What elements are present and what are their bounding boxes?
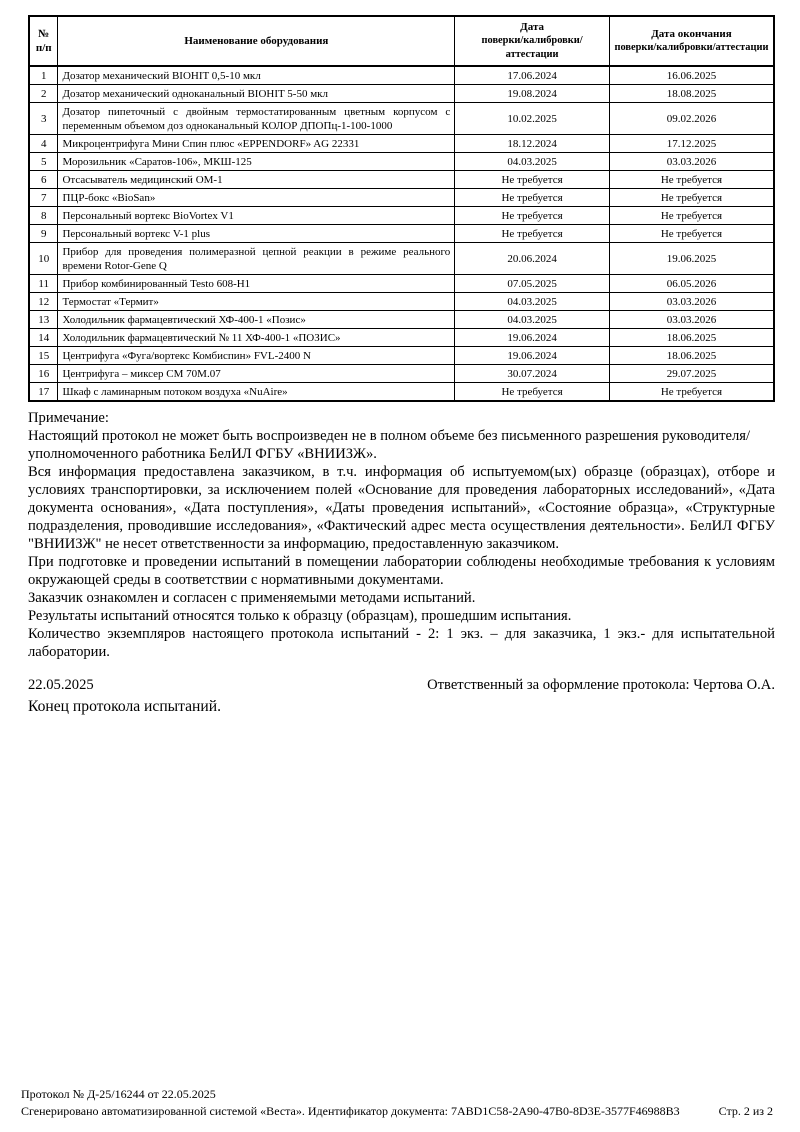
- table-row: [29, 383, 774, 402]
- cell-date-start: 19.08.2024: [455, 85, 610, 103]
- equipment-table-header: [29, 16, 774, 66]
- cell-num: 4: [29, 135, 58, 153]
- table-row: [29, 171, 774, 189]
- notes-paragraph: Вся информация предоставлена заказчиком, в т.ч. информация об испытуемом(ых) образце (образцах), отборе и условиях транспортировки, за исключением полей «Основание для проведения лабораторных исследований», «Дата документа основания», «Дата поступления», «Даты проведения испытаний», «Состояние образца», «Структурные подразделения, проводившие исследования», «Фактический адрес места осуществления деятельности». БелИЛ ФГБУ "ВНИИЗЖ" не несет ответственности за информацию, предоставленную заказчиком.: [28, 464, 775, 552]
- col-header-date-end-line1: Дата окончания: [651, 28, 732, 40]
- signoff-date: 22.05.2025: [28, 677, 94, 693]
- table-row: [29, 153, 774, 171]
- equipment-table: [28, 15, 775, 402]
- cell-name: Прибор комбинированный Testo 608-H1: [58, 275, 455, 293]
- cell-date-start: Не требуется: [455, 207, 610, 225]
- cell-name: Дозатор пипеточный с двойным термостатированным цветным корпусом с переменным объемом доз одноканальный КОЛОР ДПОПц-1-100-1000: [58, 103, 455, 135]
- signoff-responsible: Ответственный за оформление протокола: Чертова О.А.: [427, 677, 775, 693]
- cell-date-start: 19.06.2024: [455, 347, 610, 365]
- cell-name: Центрифуга «Фуга/вортекс Комбиспин» FVL-2400 N: [58, 347, 455, 365]
- cell-date-end: 29.07.2025: [609, 365, 774, 383]
- notes-paragraph: Заказчик ознакомлен и согласен с применяемыми методами испытаний.: [28, 590, 476, 606]
- cell-name: Дозатор механический одноканальный BIOHIT 5-50 мкл: [58, 85, 455, 103]
- cell-date-start: 04.03.2025: [455, 153, 610, 171]
- cell-name: Шкаф с ламинарным потоком воздуха «NuAire»: [58, 383, 455, 402]
- cell-num: 11: [29, 275, 58, 293]
- cell-date-start: 04.03.2025: [455, 293, 610, 311]
- cell-date-start: Не требуется: [455, 225, 610, 243]
- table-row: [29, 66, 774, 85]
- notes-paragraphs: [28, 427, 775, 661]
- cell-num: 13: [29, 311, 58, 329]
- cell-date-end: 18.08.2025: [609, 85, 774, 103]
- table-row: [29, 225, 774, 243]
- cell-name: Холодильник фармацевтический ХФ-400-1 «Позис»: [58, 311, 455, 329]
- cell-num: 12: [29, 293, 58, 311]
- cell-date-start: 18.12.2024: [455, 135, 610, 153]
- cell-date-end: 09.02.2026: [609, 103, 774, 135]
- notes-paragraph: При подготовке и проведении испытаний в помещении лаборатории соблюдены необходимые требования к условиям окружающей среды в соответствии с нормативными документами.: [28, 554, 775, 588]
- cell-date-end: 17.12.2025: [609, 135, 774, 153]
- cell-date-end: 03.03.2026: [609, 153, 774, 171]
- table-row: [29, 85, 774, 103]
- cell-date-start: Не требуется: [455, 171, 610, 189]
- cell-date-end: 06.05.2026: [609, 275, 774, 293]
- cell-date-end: Не требуется: [609, 171, 774, 189]
- table-row: [29, 311, 774, 329]
- cell-name: Дозатор механический BIOHIT 0,5-10 мкл: [58, 66, 455, 85]
- table-row: [29, 243, 774, 275]
- notes-paragraph: Результаты испытаний относятся только к образцу (образцам), прошедшим испытания.: [28, 608, 572, 624]
- cell-name: Термостат «Термит»: [58, 293, 455, 311]
- table-row: [29, 293, 774, 311]
- equipment-table-body: [29, 66, 774, 401]
- cell-name: Центрифуга – миксер СМ 70М.07: [58, 365, 455, 383]
- cell-date-start: 07.05.2025: [455, 275, 610, 293]
- cell-date-end: Не требуется: [609, 225, 774, 243]
- notes-section: [28, 409, 775, 661]
- cell-name: Микроцентрифуга Мини Спин плюс «EPPENDORF» AG 22331: [58, 135, 455, 153]
- table-row: [29, 189, 774, 207]
- footer-page-indicator: Стр. 2 из 2: [718, 1104, 773, 1118]
- cell-num: 9: [29, 225, 58, 243]
- cell-date-start: 04.03.2025: [455, 311, 610, 329]
- cell-date-start: 10.02.2025: [455, 103, 610, 135]
- cell-date-start: 17.06.2024: [455, 66, 610, 85]
- cell-date-end: 18.06.2025: [609, 347, 774, 365]
- table-row: [29, 135, 774, 153]
- table-row: [29, 103, 774, 135]
- table-row: [29, 365, 774, 383]
- cell-num: 17: [29, 383, 58, 402]
- cell-date-end: Не требуется: [609, 383, 774, 402]
- cell-date-end: Не требуется: [609, 189, 774, 207]
- col-header-date-end: [609, 16, 774, 66]
- document-content: [28, 15, 775, 717]
- cell-date-start: 20.06.2024: [455, 243, 610, 275]
- cell-name: ПЦР-бокс «BioSan»: [58, 189, 455, 207]
- cell-name: Прибор для проведения полимеразной цепной реакции в режиме реального времени Rotor-Gene Q: [58, 243, 455, 275]
- cell-num: 3: [29, 103, 58, 135]
- notes-title: Примечание:: [28, 410, 109, 426]
- cell-num: 5: [29, 153, 58, 171]
- cell-num: 14: [29, 329, 58, 347]
- cell-num: 10: [29, 243, 58, 275]
- col-header-name: Наименование оборудования: [58, 16, 455, 66]
- notes-paragraph: Количество экземпляров настоящего протокола испытаний - 2: 1 экз. – для заказчика, 1 экз.- для испытательной лаборатории.: [28, 626, 775, 660]
- cell-num: 1: [29, 66, 58, 85]
- footer-bottom-row: [21, 1103, 773, 1120]
- footer-protocol-number: Протокол № Д-25/16244 от 22.05.2025: [21, 1087, 216, 1101]
- col-header-num: [29, 16, 58, 66]
- table-row: [29, 347, 774, 365]
- cell-num: 6: [29, 171, 58, 189]
- col-header-date-start: [455, 16, 610, 66]
- col-header-date-end-line2: поверки/калибровки/аттестации: [614, 42, 769, 53]
- cell-date-start: 30.07.2024: [455, 365, 610, 383]
- footer-generated-info: Сгенерировано автоматизированной системой «Веста». Идентификатор документа: 7ABD1C58-2A90-47B0-8D3E-3577F46988B3: [21, 1104, 680, 1118]
- cell-date-end: 16.06.2025: [609, 66, 774, 85]
- cell-date-end: 03.03.2026: [609, 311, 774, 329]
- cell-num: 15: [29, 347, 58, 365]
- table-row: [29, 207, 774, 225]
- cell-date-end: 19.06.2025: [609, 243, 774, 275]
- cell-name: Отсасыватель медицинский ОМ-1: [58, 171, 455, 189]
- header-row: [29, 16, 774, 66]
- cell-date-start: 19.06.2024: [455, 329, 610, 347]
- col-header-date-start-line2: поверки/калибровки/аттестации: [481, 35, 583, 60]
- cell-num: 16: [29, 365, 58, 383]
- cell-date-end: 18.06.2025: [609, 329, 774, 347]
- cell-num: 8: [29, 207, 58, 225]
- signoff-row: [28, 676, 775, 694]
- cell-date-start: Не требуется: [455, 383, 610, 402]
- cell-name: Персональный вортекс BioVortex V1: [58, 207, 455, 225]
- table-row: [29, 275, 774, 293]
- cell-num: 7: [29, 189, 58, 207]
- cell-date-start: Не требуется: [455, 189, 610, 207]
- col-header-num-line1: №: [38, 28, 50, 40]
- table-row: [29, 329, 774, 347]
- cell-name: Холодильник фармацевтический № 11 ХФ-400-1 «ПОЗИС»: [58, 329, 455, 347]
- protocol-end-line: Конец протокола испытаний.: [28, 698, 221, 715]
- cell-num: 2: [29, 85, 58, 103]
- cell-date-end: Не требуется: [609, 207, 774, 225]
- col-header-date-start-line1: Дата: [520, 21, 544, 33]
- col-header-num-line2: п/п: [35, 42, 52, 54]
- cell-name: Персональный вортекс V-1 plus: [58, 225, 455, 243]
- notes-paragraph: Настоящий протокол не может быть воспроизведен не в полном объеме без письменного разрешения руководителя/уполномоченного работника БелИЛ ФГБУ «ВНИИЗЖ».: [28, 428, 751, 462]
- cell-name: Морозильник «Саратов-106», МКШ-125: [58, 153, 455, 171]
- page-footer: [21, 1086, 773, 1120]
- cell-date-end: 03.03.2026: [609, 293, 774, 311]
